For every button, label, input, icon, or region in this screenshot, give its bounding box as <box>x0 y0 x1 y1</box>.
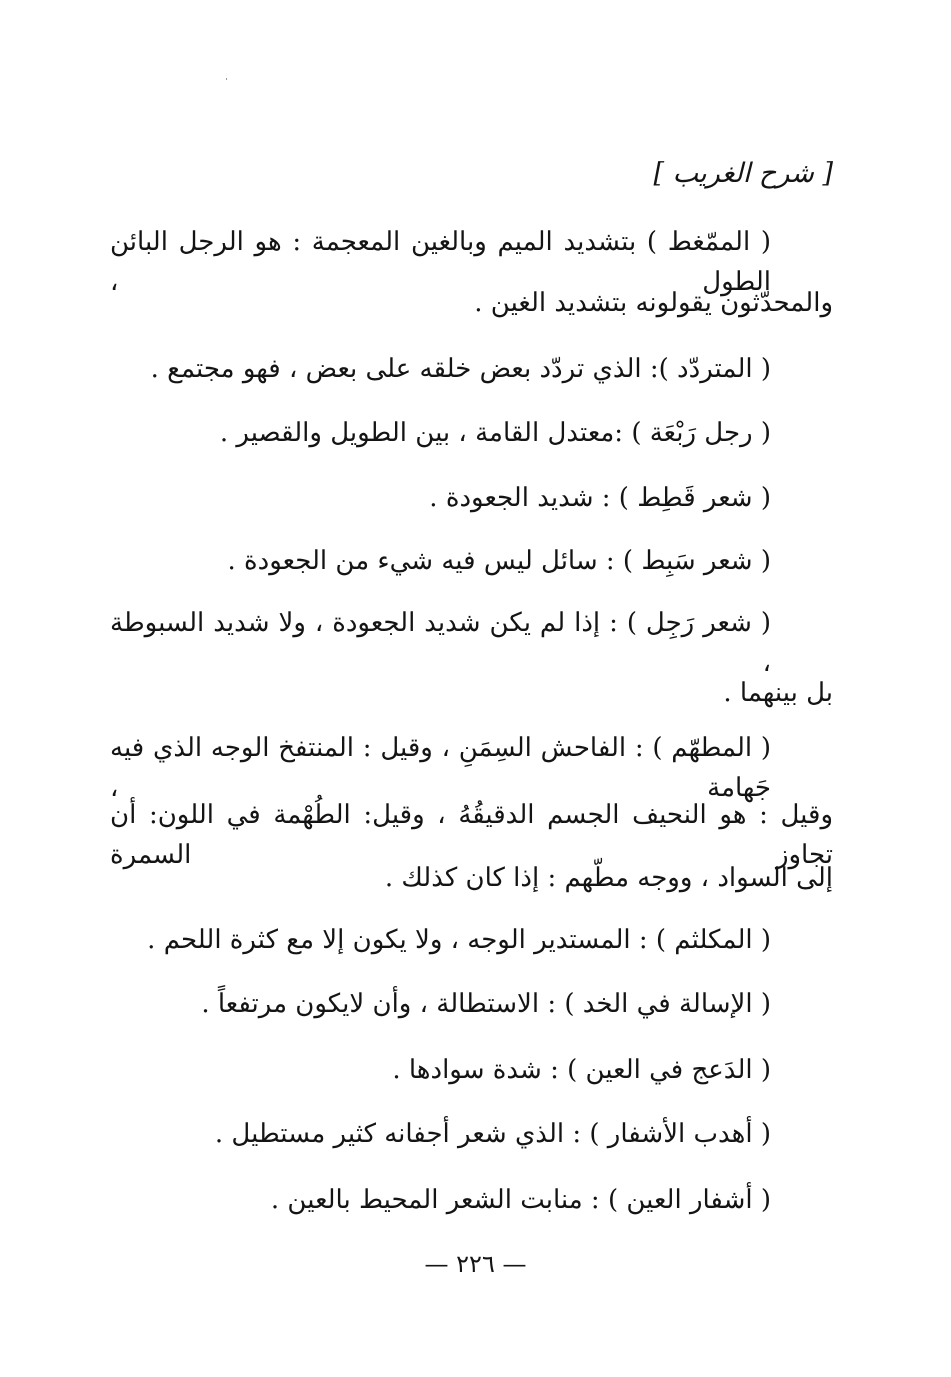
text-line-13: ( الإسالة في الخد ) : الاستطالة ، وأن لايكون مرتفعاً . <box>201 989 771 1019</box>
scan-mark <box>226 78 227 80</box>
text-line-10: وقيل : هو النحيف الجسم الدقيقُهُ ، وقيل: الطُهْمة في اللون: أن تجاوز السمرة <box>110 800 833 870</box>
text-line-16: ( أشفار العين ) : منابت الشعر المحيط بالعين . <box>270 1185 771 1215</box>
section-heading: [ شرح الغريب ] <box>653 158 833 189</box>
page-number: — ٢٢٦ — <box>424 1250 527 1278</box>
text-line-14: ( الدَعج في العين ) : شدة سوادها . <box>392 1055 771 1085</box>
text-line-4: ( رجل رَبْعَة ) :معتدل القامة ، بين الطويل والقصير . <box>219 418 771 448</box>
text-line-11: إلى السواد ، ووجه مطّهم : إذا كان كذلك . <box>384 863 833 893</box>
text-line-6: ( شعر سَبِط ) : سائل ليس فيه شيء من الجعودة . <box>227 546 771 576</box>
text-line-5: ( شعر قَطِط ) : شديد الجعودة . <box>429 483 771 513</box>
text-line-8: بل بينهما . <box>723 678 833 708</box>
text-line-9: ( المطهّم ) : الفاحش السِمَنِ ، وقيل : المنتفخ الوجه الذي فيه جَهامة ، <box>110 733 771 803</box>
text-line-1: ( الممّغط ) بتشديد الميم وبالغين المعجمة : هو الرجل البائن الطول ، <box>110 227 771 297</box>
text-line-2: والمحدّثون يقولونه بتشديد الغين . <box>474 288 833 318</box>
text-line-12: ( المكلثم ) : المستدير الوجه ، ولا يكون إلا مع كثرة اللحم . <box>147 925 771 955</box>
text-line-15: ( أهدب الأشفار ) : الذي شعر أجفانه كثير مستطيل . <box>214 1119 771 1149</box>
text-line-7: ( شعر رَجِل ) : إذا لم يكن شديد الجعودة ، ولا شديد السبوطة ، <box>110 608 771 678</box>
text-line-3: ( المتردّد ): الذي تردّد بعض خلقه على بعض ، فهو مجتمع . <box>150 354 771 384</box>
